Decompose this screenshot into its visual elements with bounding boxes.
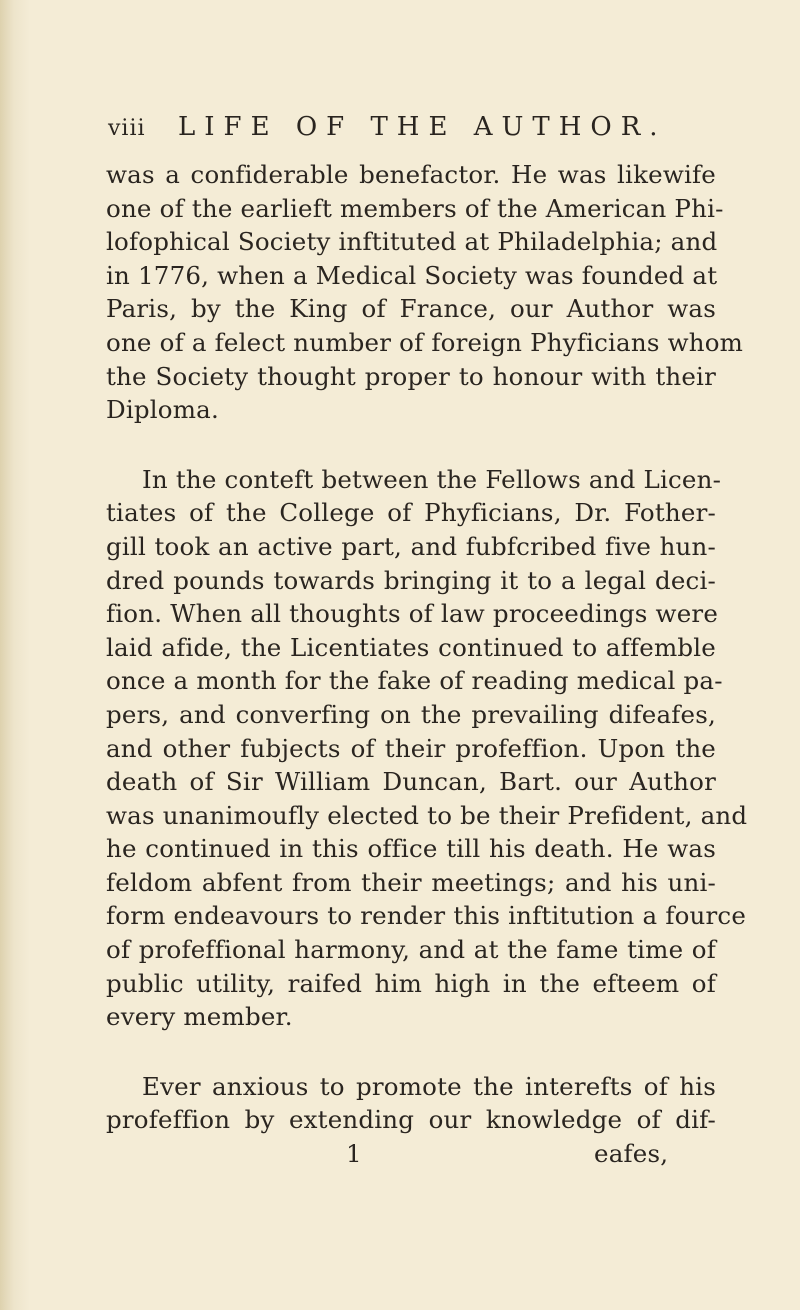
- page-footer: [106, 1137, 716, 1171]
- text-line: once a month for the fake of reading medical pa-: [106, 666, 723, 696]
- text-line: profeffion by extending our knowledge of dif-: [106, 1105, 716, 1135]
- text-line: Ever anxious to promote the interefts of his: [142, 1071, 716, 1101]
- text-line: was unanimoufly elected to be their Prefident, and: [106, 800, 748, 830]
- text-line: Diploma.: [106, 395, 219, 425]
- text-line: death of Sir William Duncan, Bart. our Author: [106, 767, 716, 797]
- page-number: viii: [108, 116, 146, 141]
- paragraph-1: [106, 158, 744, 427]
- text-line: feldom abfent from their meetings; and his uni-: [106, 867, 716, 897]
- text-line: in 1776, when a Medical Society was founded at: [106, 260, 718, 290]
- text-line: laid afide, the Licentiates continued to affemble: [106, 632, 716, 662]
- signature-mark: 1: [346, 1139, 362, 1169]
- running-head-title: LIFE OF THE AUTHOR.: [178, 112, 667, 142]
- text-line: of profeffional harmony, and at the fame time of: [106, 935, 716, 965]
- text-line: one of a felect number of foreign Phyficians whom: [106, 327, 744, 357]
- text-line: dred pounds towards bringing it to a legal deci-: [106, 565, 716, 595]
- text-line: lofophical Society inftituted at Philadelphia; and: [106, 227, 718, 257]
- text-line: In the conteft between the Fellows and Licen-: [142, 464, 722, 494]
- text-line: and other fubjects of their profeffion. Upon the: [106, 733, 716, 763]
- text-line: fion. When all thoughts of law proceedings were: [106, 599, 719, 629]
- paragraph-gap: [106, 1034, 716, 1070]
- text-line: pers, and converfing on the prevailing difeafes,: [106, 699, 716, 729]
- text-line: Paris, by the King of France, our Author was: [106, 294, 716, 324]
- text-line: he continued in this office till his death. He was: [106, 834, 716, 864]
- text-line: one of the earlieft members of the American Phi-: [106, 193, 724, 223]
- paragraph-3: [106, 1070, 716, 1137]
- catchword: eafes,: [594, 1139, 669, 1169]
- text-line: form endeavours to render this inftitution a fource: [106, 901, 747, 931]
- text-line: every member.: [106, 1002, 293, 1032]
- running-head: [108, 112, 708, 148]
- paragraph-gap: [106, 427, 716, 463]
- paragraph-2: [106, 463, 748, 1034]
- text-line: gill took an active part, and fubfcribed five hun-: [106, 531, 716, 561]
- body-text: [106, 158, 748, 1171]
- text-line: tiates of the College of Phyficians, Dr. Fother-: [106, 498, 716, 528]
- text-line: public utility, raifed him high in the efteem of: [106, 968, 716, 998]
- text-line: the Society thought proper to honour with their: [106, 361, 716, 391]
- text-line: was a confiderable benefactor. He was likewife: [106, 160, 716, 189]
